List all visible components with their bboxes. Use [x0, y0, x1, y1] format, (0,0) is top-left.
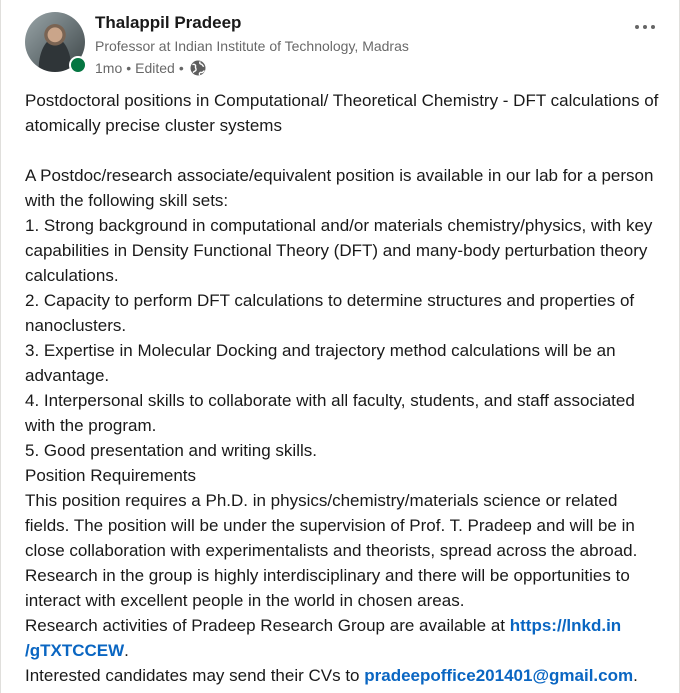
- more-dot: [635, 25, 639, 29]
- skill-item: 2. Capacity to perform DFT calculations to determine structures and properties of nanoclusters.: [25, 291, 635, 335]
- more-dot: [643, 25, 647, 29]
- activities-suffix: .: [124, 641, 129, 660]
- meta-separator: •: [126, 60, 132, 76]
- skill-item: 3. Expertise in Molecular Docking and trajectory method calculations will be an advantage.: [25, 341, 616, 385]
- post-header: [25, 12, 665, 82]
- meta-separator-2: •: [178, 60, 184, 76]
- link-part: https://lnkd.in: [509, 616, 622, 635]
- globe-icon: [190, 60, 206, 76]
- activities-line: [25, 613, 659, 663]
- author-name[interactable]: Thalappil Pradeep: [95, 13, 242, 32]
- cv-suffix: .: [633, 666, 638, 685]
- more-dot: [651, 25, 655, 29]
- post-body: [25, 88, 659, 688]
- post-time: 1mo: [95, 60, 123, 76]
- online-status-icon: [69, 56, 87, 74]
- post-title: Postdoctoral positions in Computational/ Theoretical Chemistry - DFT calculations of atomically precise cluster systems: [25, 91, 659, 135]
- cv-text: Interested candidates may send their CVs to: [25, 666, 365, 685]
- paragraph-gap: [25, 138, 659, 163]
- link-part: /gTXTCCEW: [25, 641, 125, 660]
- skill-item: 5. Good presentation and writing skills.: [25, 441, 317, 460]
- author-headline: Professor at Indian Institute of Technology, Madras: [95, 38, 409, 54]
- requirements-heading: Position Requirements: [25, 466, 197, 485]
- skill-item: 1. Strong background in computational and/or materials chemistry/physics, with key capabilities in Density Functional Theory (DFT) and many-body perturbation theory calculations.: [25, 216, 653, 285]
- post-meta: [95, 58, 206, 78]
- edited-label: Edited: [135, 60, 175, 76]
- more-options-icon[interactable]: [629, 16, 661, 38]
- activities-text: Research activities of Pradeep Research Group are available at: [25, 616, 510, 635]
- email-link[interactable]: pradeepoffice201401@gmail.com: [364, 666, 634, 685]
- skill-item: 4. Interpersonal skills to collaborate with all faculty, students, and staff associated with the program.: [25, 391, 635, 435]
- post-intro: A Postdoc/research associate/equivalent position is available in our lab for a person with the following skill sets:: [25, 166, 654, 210]
- cv-line: [25, 663, 659, 688]
- requirements-text: This position requires a Ph.D. in physics/chemistry/materials science or related fields. The position will be under the supervision of Prof. T. Pradeep and will be in close collaboration with experimentalists and theorists, spread across the abroad. Research in the group is highly interdisciplinary and there will be opportunities to interact with excellent people in the world in chosen areas.: [25, 491, 638, 610]
